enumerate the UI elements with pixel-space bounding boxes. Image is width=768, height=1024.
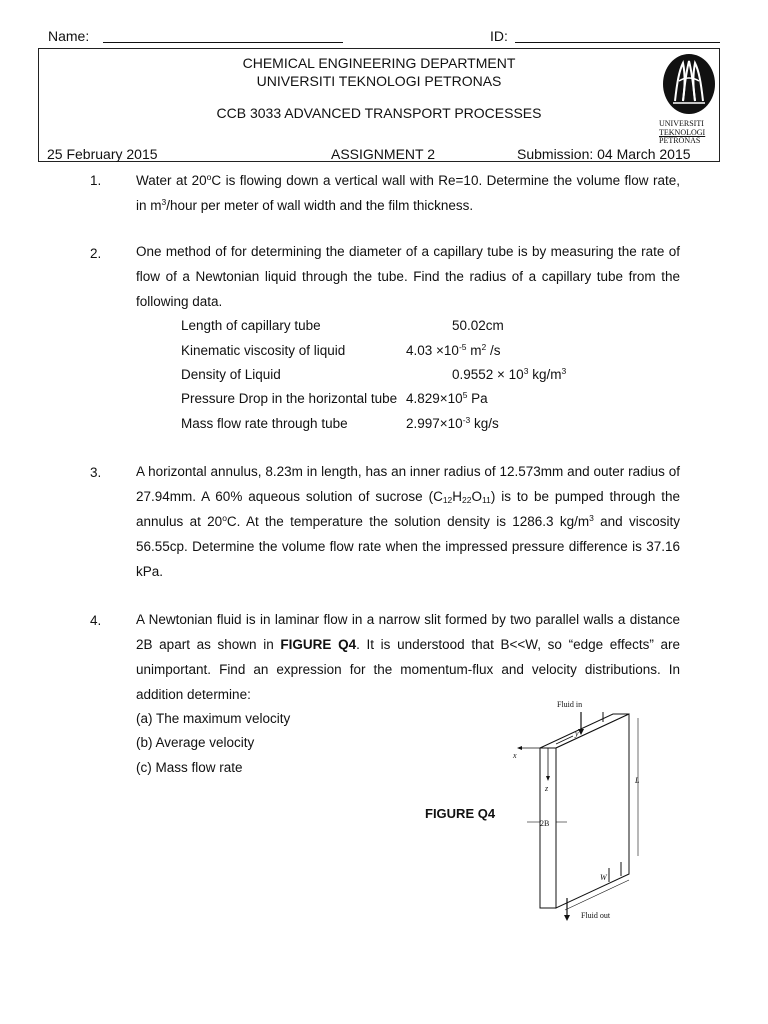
logo-text-line-3: PETRONAS xyxy=(659,136,701,145)
department-title: CHEMICAL ENGINEERING DEPARTMENT xyxy=(242,55,516,71)
utp-emblem-icon xyxy=(661,53,717,115)
data-row-value xyxy=(406,416,499,431)
slab-side-face xyxy=(556,714,629,908)
text-run: C. At the temperature the solution density is 1286.3 kg/m xyxy=(226,514,590,529)
question-4-part-b: (b) Average velocity xyxy=(136,735,255,750)
question-4-part-a: (a) The maximum velocity xyxy=(136,711,291,726)
data-row-label: Pressure Drop in the horizontal tube xyxy=(181,391,398,406)
data-row-label: Density of Liquid xyxy=(181,367,281,382)
x-axis-label: x xyxy=(513,751,517,760)
text-run: kg/s xyxy=(470,416,499,431)
superscript: 3 xyxy=(561,366,567,376)
superscript: 2 xyxy=(481,342,487,352)
university-title: UNIVERSITI TEKNOLOGI PETRONAS xyxy=(256,73,502,89)
submission-date: Submission: 04 March 2015 xyxy=(517,146,691,162)
question-3-text xyxy=(136,459,680,584)
fluid-out-label: Fluid out xyxy=(581,911,611,920)
text-run: /hour per meter of wall width and the film thickness. xyxy=(166,198,474,213)
data-row-label: Length of capillary tube xyxy=(181,318,321,333)
text-run: A horizontal annulus, 8.23m in length, has an inner radius of 12.573mm and outer radius of 27.94mm. A 60% aqueous solution of sucrose (C xyxy=(136,464,680,504)
superscript: -5 xyxy=(458,342,467,352)
id-label: ID: xyxy=(490,28,508,44)
text-run: 2.997×10 xyxy=(406,416,463,431)
logo-text-line-1: UNIVERSITI xyxy=(659,119,704,128)
text-run: A Newtonian fluid is in laminar flow in a narrow slit formed by two parallel walls a distance 2B apart as shown in xyxy=(136,612,680,652)
assignment-date: 25 February 2015 xyxy=(47,146,158,162)
width-label: W xyxy=(600,873,607,882)
data-row-value xyxy=(452,318,504,333)
course-title: CCB 3033 ADVANCED TRANSPORT PROCESSES xyxy=(216,105,542,121)
text-run: /s xyxy=(486,343,501,358)
text-run: 50.02cm xyxy=(452,318,504,333)
data-row-value xyxy=(452,367,566,382)
university-logo xyxy=(661,53,717,143)
subscript: 22 xyxy=(462,495,472,505)
length-label: L xyxy=(635,776,640,785)
text-run: One method of for determining the diameter of a capillary tube is by measuring the rate of flow of a Newtonian liquid through the tube. Find the radius of a capillary tube from the following data. xyxy=(136,244,680,309)
question-1-number: 1. xyxy=(90,173,102,188)
question-4-part-c: (c) Mass flow rate xyxy=(136,760,243,775)
text-run: Water at 20 xyxy=(136,173,207,188)
y-axis-label: y xyxy=(575,729,579,738)
gap-label: 2B xyxy=(540,819,550,828)
data-row-value xyxy=(406,391,488,406)
name-label: Name: xyxy=(48,28,90,44)
logo-text-line-2: TEKNOLOGI xyxy=(659,127,706,137)
superscript: 3 xyxy=(523,366,529,376)
x-axis-arrowhead xyxy=(517,746,522,750)
subscript: 12 xyxy=(442,495,453,505)
question-2-number: 2. xyxy=(90,246,102,261)
data-row-label: Kinematic viscosity of liquid xyxy=(181,343,346,358)
text-run: C is flowing down a vertical wall with Re=10. Determine the volume flow rate, in m xyxy=(136,173,680,213)
superscript: o xyxy=(206,172,212,182)
text-run: H xyxy=(452,489,463,504)
superscript: 5 xyxy=(462,390,468,400)
superscript: o xyxy=(222,513,227,523)
question-4-text xyxy=(136,607,680,707)
text-run: 4.829×10 xyxy=(406,391,463,406)
text-run: m xyxy=(466,343,482,358)
superscript: 3 xyxy=(589,513,594,523)
figure-q4-diagram xyxy=(505,696,680,926)
text-run: . It is understood that B<<W, so “edge effects” are unimportant. Find an expression for the momentum-flux and velocity distributions. In addition determine: xyxy=(136,637,681,702)
superscript: 3 xyxy=(161,197,167,207)
superscript: -3 xyxy=(462,415,471,425)
data-row-value xyxy=(406,343,501,358)
question-4-number: 4. xyxy=(90,613,102,628)
question-3-number: 3. xyxy=(90,465,102,480)
data-row-label: Mass flow rate through tube xyxy=(181,416,348,431)
subscript: 11 xyxy=(482,495,491,505)
question-1-text xyxy=(136,168,680,218)
text-run: O xyxy=(471,489,483,504)
id-field-line[interactable] xyxy=(515,42,720,43)
text-run: 4.03 ×10 xyxy=(406,343,459,358)
text-run: and viscosity 56.55cp. Determine the volume flow rate when the impressed pressure difference is 37.16 kPa. xyxy=(136,514,680,579)
name-field-line[interactable] xyxy=(103,42,343,43)
fluid-out-arrowhead xyxy=(564,915,570,921)
text-run: Pa xyxy=(467,391,488,406)
text-run: kg/m xyxy=(528,367,562,382)
text-run: ) is to be pumped through the annulus at 20 xyxy=(136,489,680,529)
assignment-title: ASSIGNMENT 2 xyxy=(331,146,435,162)
question-2-text xyxy=(136,239,680,314)
z-axis-label: z xyxy=(545,784,549,793)
text-run: 0.9552 × 10 xyxy=(452,367,524,382)
figure-q4-caption: FIGURE Q4 xyxy=(425,806,496,821)
header-box xyxy=(38,48,720,162)
bold-text: FIGURE Q4 xyxy=(280,637,357,652)
fluid-in-label: Fluid in xyxy=(557,700,583,709)
